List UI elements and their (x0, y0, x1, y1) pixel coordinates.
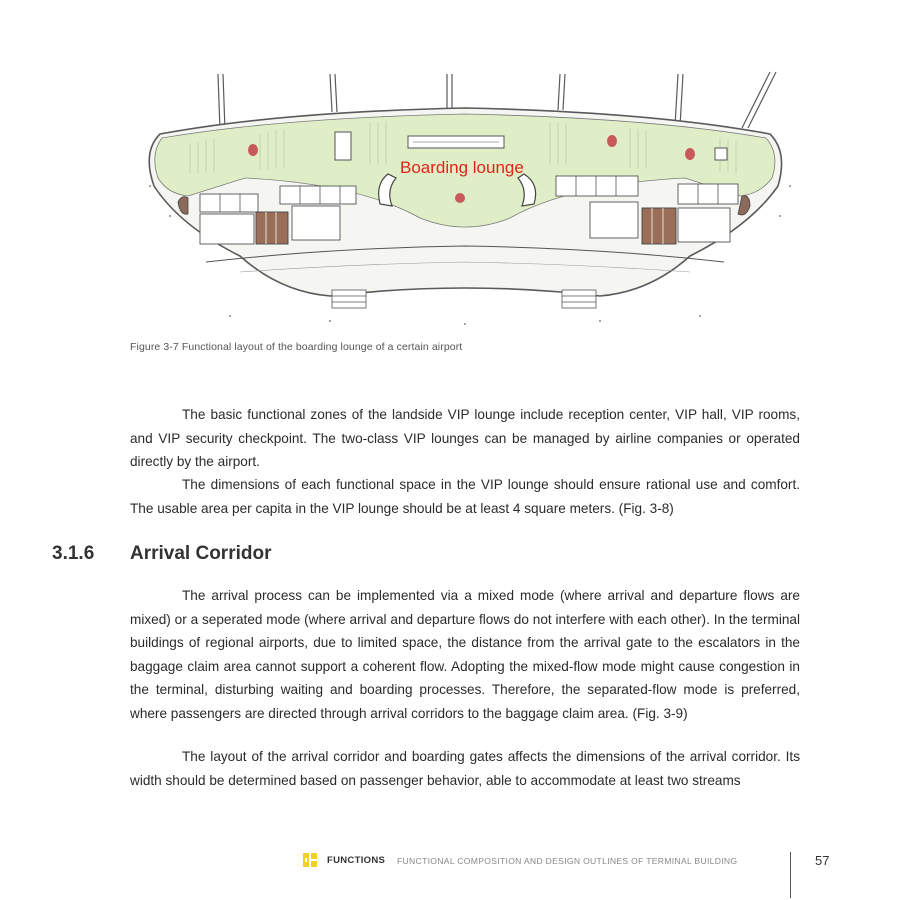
entry-stairs (332, 290, 596, 308)
page-number: 57 (815, 853, 830, 868)
section-number: 3.1.6 (52, 543, 95, 564)
stair-core-right (715, 148, 727, 160)
stair-core-left (335, 132, 351, 160)
floor-plan-figure (130, 66, 800, 338)
floor-plan-drawing (130, 66, 800, 338)
paragraph-arrival-layout: The layout of the arrival corridor and boarding gates affects the dimensions of the arrival corridor. Its width should be determined based on passenger behavior, able to accommodate at least two streams (130, 749, 800, 788)
paragraph-vip-dimensions: The dimensions of each functional space in the VIP lounge should ensure rational use and comfort. The usable area per capita in the VIP lounge should be at least 4 square meters. (Fig. 3-8) (130, 477, 800, 516)
figure-caption: Figure 3-7 Functional layout of the boarding lounge of a certain airport (130, 341, 463, 353)
boarding-lounge-label: Boarding lounge (400, 158, 524, 177)
paragraph-arrival-process: The arrival process can be implemented via a mixed mode (where arrival and departure flows are mixed) or a seperated mode (where arrival and departure flows do not interfere with each other). In the terminal buildings of regional airports, due to limited space, the distance from the arrival gate to the escalators in the baggage claim area cannot support a coherent flow. Adopting the mixed-flow mode might cause congestion in the terminal, disturbing waiting and boarding processes. Therefore, the separated-flow mode is preferred, where passengers are directed through arrival corridors to the baggage claim area. (Fig. 3-9) (130, 588, 800, 721)
footer-divider (790, 852, 791, 898)
footer-section-label: FUNCTIONS (327, 855, 386, 866)
footer-subtitle: FUNCTIONAL COMPOSITION AND DESIGN OUTLINES OF TERMINAL BUILDING (397, 856, 738, 866)
paragraph-vip-zones: The basic functional zones of the landside VIP lounge include reception center, VIP hall, VIP rooms, and VIP security checkpoint. The two-class VIP lounges can be managed by airline companies or operated directly by the airport. (130, 407, 800, 469)
section-badge-icon (303, 853, 317, 867)
section-title: Arrival Corridor (130, 543, 272, 564)
